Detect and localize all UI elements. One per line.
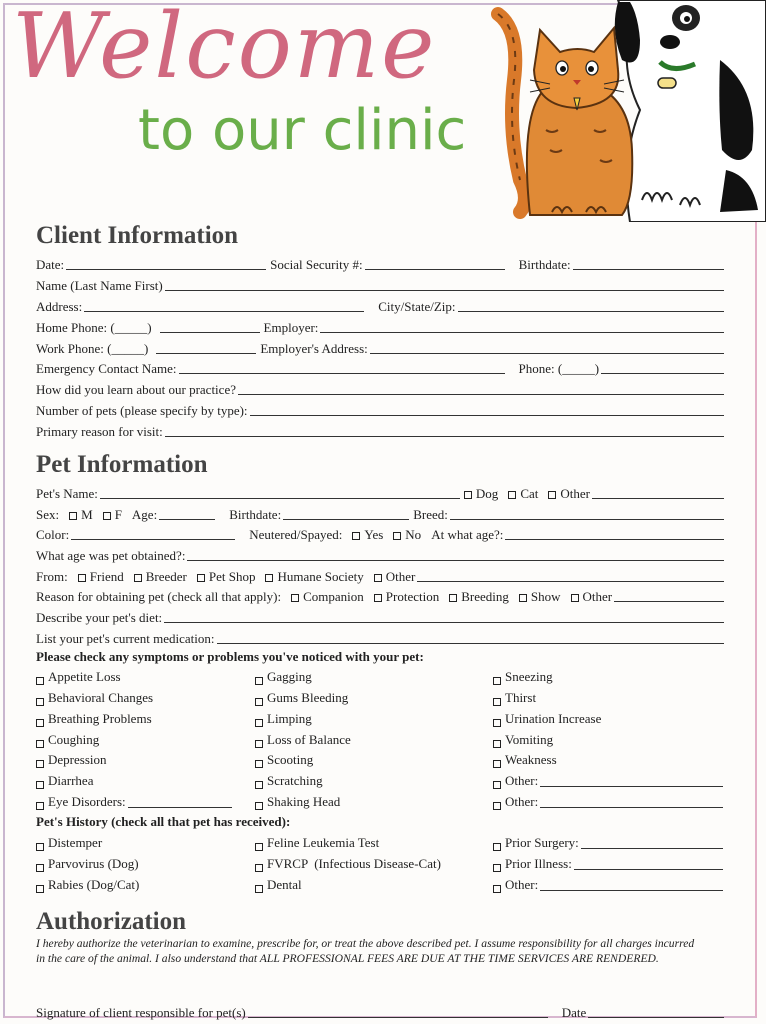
symptom-item — [255, 667, 312, 685]
address-field[interactable] — [84, 310, 364, 312]
emergency-field[interactable] — [179, 372, 505, 374]
symptom-checkbox[interactable] — [255, 677, 263, 685]
symptom-item — [255, 750, 313, 768]
breeder-label: Breeder — [145, 569, 187, 584]
symptom-checkbox[interactable] — [493, 740, 501, 748]
color-field[interactable] — [71, 538, 235, 540]
history-other-field[interactable] — [540, 889, 723, 891]
employer-field[interactable] — [320, 331, 724, 333]
age-obtained-row — [36, 543, 728, 563]
age-obtained-label: What age was pet obtained?: — [36, 548, 186, 563]
symptom-label: Gums Bleeding — [267, 690, 349, 705]
learn-field[interactable] — [238, 393, 724, 395]
symptom-item — [36, 709, 152, 727]
symptom-item — [255, 730, 351, 748]
humane-society-label: Humane Society — [277, 569, 364, 584]
employer-address-field[interactable] — [370, 352, 724, 354]
ssn-field[interactable] — [365, 268, 505, 270]
dog-label: Dog — [475, 486, 499, 501]
protection-label: Protection — [385, 589, 440, 604]
medication-label: List your pet's current medication: — [36, 631, 215, 646]
from-label: From: — [36, 569, 68, 584]
symptom-checkbox[interactable] — [36, 677, 44, 685]
breed-field[interactable] — [450, 518, 724, 520]
signature-field[interactable] — [248, 1016, 548, 1018]
what-age-label: At what age?: — [431, 527, 504, 542]
signature-date-field[interactable] — [588, 1016, 724, 1018]
home-phone-field[interactable] — [160, 331, 260, 333]
history-checkbox[interactable] — [493, 885, 501, 893]
history-checkbox[interactable] — [255, 864, 263, 872]
symptom-checkbox[interactable] — [36, 698, 44, 706]
emergency-phone-label: Phone: (_____) — [518, 361, 600, 376]
client-info-heading: Client Information — [36, 222, 239, 249]
symptom-item — [36, 730, 99, 748]
pet-shop-label: Pet Shop — [208, 569, 256, 584]
history-item — [255, 854, 441, 872]
symptom-item — [255, 688, 348, 706]
history-checkbox[interactable] — [36, 864, 44, 872]
symptom-label: Gagging — [267, 669, 312, 684]
symptom-label: Breathing Problems — [48, 711, 152, 726]
reason-row — [36, 419, 728, 439]
symptom-checkbox[interactable] — [255, 781, 263, 789]
symptom-checkbox[interactable] — [255, 719, 263, 727]
address-row — [36, 294, 728, 314]
learn-label: How did you learn about our practice? — [36, 382, 236, 397]
pet-birthdate-label: Birthdate: — [229, 507, 282, 522]
symptom-label: Other: — [505, 794, 539, 809]
authorization-text: I hereby authorize the veterinarian to examine, prescribe for, or treat the above described pet. I assume responsibility for all charges incurred in the care of the animal. I also understand that ALL PROFESSIONAL FEES ARE DUE AT THE TIME SERVICES ARE RENDERED. — [36, 937, 695, 965]
symptom-label: Weakness — [505, 752, 557, 767]
history-item — [36, 854, 139, 872]
symptom-item — [493, 688, 536, 706]
medication-row — [36, 626, 728, 646]
history-label: Dental — [267, 877, 302, 892]
symptom-checkbox[interactable] — [255, 740, 263, 748]
emergency-phone-field[interactable] — [601, 372, 724, 374]
reason-other-field[interactable] — [614, 600, 724, 602]
age-obtained-field[interactable] — [187, 559, 724, 561]
symptom-checkbox[interactable] — [493, 802, 501, 810]
signature-row — [36, 1000, 728, 1020]
symptom-item — [255, 709, 312, 727]
history-checkbox[interactable] — [493, 843, 501, 851]
prior-illness-field[interactable] — [574, 868, 723, 870]
diet-field[interactable] — [164, 621, 724, 623]
name-row — [36, 273, 728, 293]
symptom-item — [493, 730, 553, 748]
diet-label: Describe your pet's diet: — [36, 610, 163, 625]
symptom-checkbox[interactable] — [36, 760, 44, 768]
symptom-label: Vomiting — [505, 732, 554, 747]
history-label: Prior Illness: — [505, 856, 572, 871]
symptom-item — [493, 750, 557, 768]
pet-info-heading: Pet Information — [36, 451, 208, 478]
what-age-field[interactable] — [505, 538, 724, 540]
symptom-label: Depression — [48, 752, 107, 767]
history-checkbox[interactable] — [36, 843, 44, 851]
emergency-label: Emergency Contact Name: — [36, 361, 177, 376]
num-pets-field[interactable] — [250, 414, 724, 416]
symptom-label: Other: — [505, 773, 539, 788]
symptom-checkbox[interactable] — [36, 740, 44, 748]
history-checkbox[interactable] — [255, 885, 263, 893]
employer-label: Employer: — [263, 320, 319, 335]
history-item — [36, 833, 102, 851]
symptom-label: Coughing — [48, 732, 100, 747]
authorization-heading: Authorization — [36, 908, 186, 935]
symptom-item — [36, 771, 93, 789]
neutered-yes-label: Yes — [364, 527, 384, 542]
symptom-checkbox[interactable] — [493, 781, 501, 789]
female-checkbox[interactable] — [103, 512, 111, 520]
pet-birthdate-field[interactable] — [283, 518, 409, 520]
work-phone-field[interactable] — [156, 352, 256, 354]
show-checkbox[interactable] — [519, 594, 527, 602]
symptom-label: Diarrhea — [48, 773, 94, 788]
prior-surgery-field[interactable] — [581, 847, 723, 849]
reason-other-label: Other — [582, 589, 613, 604]
reason-obtaining-row — [36, 584, 728, 604]
symptom-checkbox[interactable] — [36, 781, 44, 789]
show-label: Show — [530, 589, 561, 604]
breeding-label: Breeding — [461, 589, 509, 604]
history-label: Other: — [505, 877, 539, 892]
protection-checkbox[interactable] — [374, 594, 382, 602]
symptom-checkbox[interactable] — [493, 760, 501, 768]
color-row — [36, 522, 728, 542]
history-item — [493, 833, 727, 851]
other-species-checkbox[interactable] — [548, 491, 556, 499]
pet-shop-checkbox[interactable] — [197, 574, 205, 582]
from-other-checkbox[interactable] — [374, 574, 382, 582]
symptom-item — [255, 771, 323, 789]
cat-icon — [498, 14, 632, 215]
breed-label: Breed: — [413, 507, 448, 522]
friend-label: Friend — [89, 569, 124, 584]
male-label: M — [81, 507, 93, 522]
reason-label: Primary reason for visit: — [36, 424, 163, 439]
breeding-checkbox[interactable] — [449, 594, 457, 602]
symptom-item — [493, 792, 727, 810]
home-phone-row — [36, 315, 728, 335]
symptom-item — [493, 771, 727, 789]
symptom-checkbox[interactable] — [493, 677, 501, 685]
symptom-label: Sneezing — [505, 669, 553, 684]
reason-obtaining-label: Reason for obtaining pet (check all that apply): — [36, 589, 282, 604]
history-label: Prior Surgery: — [505, 835, 579, 850]
history-item — [36, 875, 139, 893]
symptom-checkbox[interactable] — [255, 802, 263, 810]
date-label: Date: — [36, 257, 65, 272]
history-item — [255, 833, 379, 851]
neutered-no-label: No — [405, 527, 422, 542]
symptom-checkbox[interactable] — [493, 719, 501, 727]
name-label: Name (Last Name First) — [36, 278, 163, 293]
city-label: City/State/Zip: — [378, 299, 456, 314]
history-checkbox[interactable] — [255, 843, 263, 851]
other-species-label: Other — [560, 486, 590, 501]
symptom-label: Thirst — [505, 690, 537, 705]
symptom-label: Limping — [267, 711, 312, 726]
male-checkbox[interactable] — [69, 512, 77, 520]
history-label: Feline Leukemia Test — [267, 835, 380, 850]
birthdate-field[interactable] — [573, 268, 724, 270]
pet-name-field[interactable] — [100, 497, 460, 499]
date-row — [36, 252, 728, 272]
medication-field[interactable] — [217, 642, 724, 644]
companion-checkbox[interactable] — [291, 594, 299, 602]
female-label: F — [114, 507, 122, 522]
symptom-label: Loss of Balance — [267, 732, 351, 747]
date-field[interactable] — [66, 268, 266, 270]
neutered-no-checkbox[interactable] — [393, 532, 401, 540]
color-label: Color: — [36, 527, 70, 542]
symptom-label: Urination Increase — [505, 711, 602, 726]
emergency-row — [36, 356, 728, 376]
symptom-checkbox[interactable] — [493, 698, 501, 706]
sex-label: Sex: — [36, 507, 60, 522]
cat-and-dog-illustration — [490, 0, 766, 222]
symptom-checkbox[interactable] — [255, 698, 263, 706]
symptom-label: Scooting — [267, 752, 314, 767]
num-pets-row — [36, 398, 728, 418]
welcome-title: Welcome — [12, 0, 437, 99]
history-item — [493, 875, 727, 893]
work-phone-label: Work Phone: (_____) — [36, 341, 149, 356]
symptom-item — [36, 792, 236, 810]
history-label: FVRCP (Infectious Disease-Cat) — [267, 856, 441, 871]
history-label: Parvovirus (Dog) — [48, 856, 139, 871]
symptom-other-field[interactable] — [540, 785, 723, 787]
employer-address-label: Employer's Address: — [260, 341, 368, 356]
symptom-label: Shaking Head — [267, 794, 341, 809]
pet-name-label: Pet's Name: — [36, 486, 98, 501]
dog-icon — [615, 0, 766, 222]
address-label: Address: — [36, 299, 83, 314]
symptom-item — [36, 667, 121, 685]
signature-label: Signature of client responsible for pet(s) — [36, 1005, 246, 1020]
eye-disorders-field[interactable] — [128, 806, 232, 808]
symptom-other-field[interactable] — [540, 806, 723, 808]
humane-society-checkbox[interactable] — [265, 574, 273, 582]
symptom-item — [255, 792, 340, 810]
history-item — [255, 875, 302, 893]
companion-label: Companion — [303, 589, 364, 604]
reason-field[interactable] — [165, 435, 724, 437]
welcome-subtitle: to our clinic — [138, 98, 467, 163]
symptom-label: Behavioral Changes — [48, 690, 154, 705]
history-label: Rabies (Dog/Cat) — [48, 877, 140, 892]
symptom-checkbox[interactable] — [36, 719, 44, 727]
ssn-label: Social Security #: — [270, 257, 363, 272]
symptom-label: Eye Disorders: — [48, 794, 126, 809]
name-field[interactable] — [165, 289, 724, 291]
diet-row — [36, 605, 728, 625]
from-other-label: Other — [385, 569, 416, 584]
from-other-field[interactable] — [417, 580, 724, 582]
symptoms-heading: Please check any symptoms or problems you've noticed with your pet: — [36, 649, 424, 664]
from-row — [36, 564, 728, 584]
symptom-item — [493, 667, 553, 685]
work-phone-row — [36, 336, 728, 356]
symptom-checkbox[interactable] — [255, 760, 263, 768]
signature-date-label: Date — [561, 1005, 587, 1020]
neutered-label: Neutered/Spayed: — [249, 527, 343, 542]
birthdate-label: Birthdate: — [518, 257, 571, 272]
symptom-item — [36, 750, 107, 768]
dog-checkbox[interactable] — [464, 491, 472, 499]
reason-other-checkbox[interactable] — [571, 594, 579, 602]
symptom-checkbox[interactable] — [36, 802, 44, 810]
history-checkbox[interactable] — [36, 885, 44, 893]
pet-name-row — [36, 481, 728, 501]
history-label: Distemper — [48, 835, 103, 850]
breeder-checkbox[interactable] — [134, 574, 142, 582]
symptom-label: Appetite Loss — [48, 669, 121, 684]
cat-label: Cat — [520, 486, 539, 501]
friend-checkbox[interactable] — [78, 574, 86, 582]
cat-checkbox[interactable] — [508, 491, 516, 499]
city-field[interactable] — [458, 310, 725, 312]
symptom-label: Scratching — [267, 773, 323, 788]
home-phone-label: Home Phone: (_____) — [36, 320, 152, 335]
num-pets-label: Number of pets (please specify by type): — [36, 403, 248, 418]
neutered-yes-checkbox[interactable] — [352, 532, 360, 540]
symptom-item — [36, 688, 153, 706]
age-field[interactable] — [159, 518, 215, 520]
history-item — [493, 854, 727, 872]
history-heading: Pet's History (check all that pet has received): — [36, 814, 291, 829]
sex-row — [36, 502, 728, 522]
other-species-field[interactable] — [592, 497, 724, 499]
symptom-item — [493, 709, 601, 727]
age-label: Age: — [131, 507, 158, 522]
learn-row — [36, 377, 728, 397]
history-checkbox[interactable] — [493, 864, 501, 872]
